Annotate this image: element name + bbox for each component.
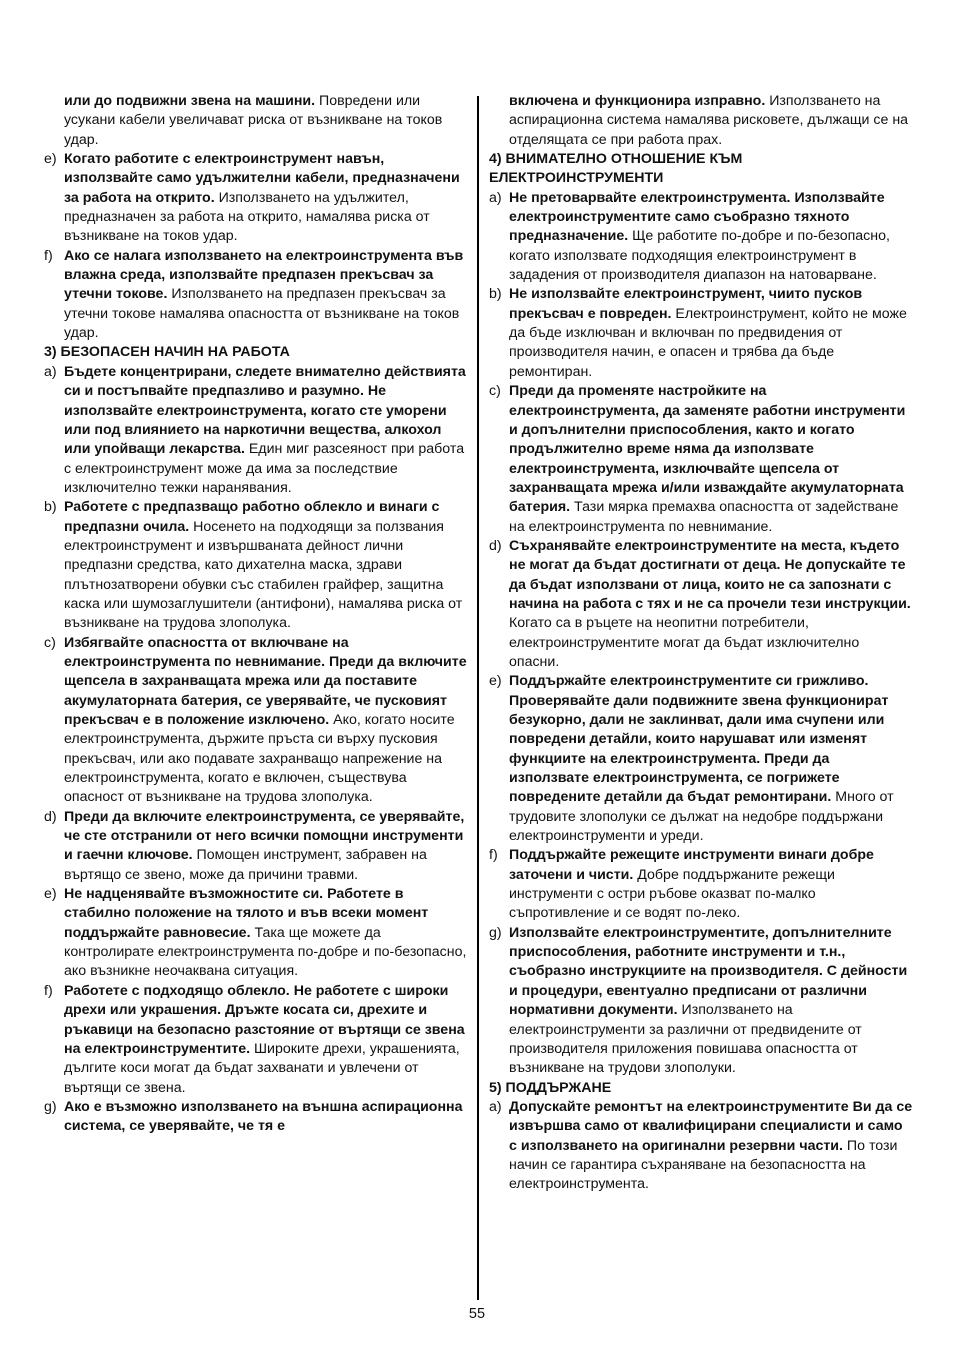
explanation-text: Носенето на подходящи за ползвания електроинструмент и извършваната дейност лични предпазни средства, като дихателна маска, здрави плътнозатворени обувки със стабилен грайфер, защитна каска или шумозаглушители (антифони), намалява риска от възникване на трудова злополука. — [64, 518, 463, 632]
bold-instruction: Допускайте ремонтът на електроинструментите Ви да се извършва само от квалифицирани специалисти и само с използването на оригинални резервни части. — [509, 1098, 913, 1154]
bold-instruction: Избягвайте опасността от включване на електроинструмента по невнимание. Преди да включите щепсела в захранващата мрежа или да поставите акумулаторната батерия, се уверявайте, че пусковият прекъсвач е в положение изключено. — [64, 634, 467, 728]
explanation-text: Ще работите по-добре и по-безопасно, когато използвате подходящия електроинструмент в зададения от производителя диапазон на натоварване. — [509, 228, 890, 284]
list-marker: g) — [44, 1098, 57, 1115]
list-marker: d) — [44, 808, 57, 825]
list-marker: a) — [489, 1098, 502, 1115]
bold-instruction: Ако е възможно използването на външна аспирационна система, се уверявайте, че тя е — [64, 1098, 463, 1135]
page-number: 55 — [468, 1306, 486, 1322]
explanation-text: Така ще можете да контролирате електроинструмента по-добре и по-безопасно, ако възникне неочаквана ситуация. — [64, 924, 467, 980]
explanation-text: Широките дрехи, украшенията, дългите коси могат да бъдат захванати и увлечени от въртящи се звена. — [64, 1040, 460, 1096]
list-marker: d) — [489, 537, 502, 554]
bold-instruction: или до подвижни звена на машини. — [64, 93, 316, 109]
column-divider — [477, 96, 479, 1300]
list-item — [44, 808, 468, 885]
list-marker: e) — [44, 151, 57, 168]
list-item — [489, 672, 913, 846]
left-column — [44, 92, 468, 1137]
explanation-text: По този начин се гарантира съхраняване на безопасността на електроинструмента. — [509, 1137, 898, 1193]
list-marker: c) — [44, 634, 56, 651]
list-item — [489, 382, 913, 537]
list-item — [44, 150, 468, 247]
list-item — [44, 1098, 468, 1137]
explanation-text: Когато са в ръцете на неопитни потребители, електроинструментите могат да бъдат изключително опасни. — [509, 615, 860, 670]
list-marker: b) — [489, 286, 502, 303]
list-item — [44, 498, 468, 633]
bold-instruction: Работете с предпазващо работно облекло и винаги с предпазни очила. — [64, 499, 440, 535]
continuation-paragraph — [44, 92, 468, 150]
explanation-text: Повредени или усукани кабели увеличават риска от възникване на токов удар. — [64, 93, 443, 148]
list-marker: e) — [44, 886, 57, 903]
bold-instruction: Работете с подходящо облекло. Не работете с широки дрехи или украшения. Дръжте косата си, дрехите и ръкавици на безопасно разстояние от въртящи се звена на електроинструментите. — [64, 982, 465, 1057]
list-item — [44, 982, 468, 1098]
continuation-paragraph — [489, 92, 913, 150]
bold-instruction: Преди да променяте настройките на електроинструмента, да заменяте работни инструменти и допълнителни приспособления, както и когато продължително време няма да използвате електроинструмента, изключвайте щепсела от захранващата мрежа и/или изваждайте акумулаторната батерия. — [509, 383, 906, 516]
list-marker: f) — [489, 847, 498, 864]
explanation-text: Помощен инструмент, забравен на въртящо се звено, може да причини травми. — [64, 847, 427, 883]
list-item — [44, 363, 468, 498]
explanation-text: Използването на удължител, предназначен за работа на открито, намалява риска от възникване на токов удар. — [64, 189, 430, 245]
section-heading: 4) ВНИМАТЕЛНО ОТНОШЕНИЕ КЪМ ЕЛЕКТРОИНСТРУМЕНТИ — [489, 151, 743, 187]
bold-instruction: Преди да включите електроинструмента, се уверявайте, че сте отстранили от него всички помощни инструменти и гаечни ключове. — [64, 808, 465, 864]
list-item — [489, 537, 913, 672]
list-item — [489, 846, 913, 923]
list-marker: f) — [44, 247, 53, 264]
bold-instruction: Когато работите с електроинструмент навън, използвайте само удължителни кабели, предназначени за работа на открито. — [64, 151, 460, 206]
list-marker: a) — [44, 363, 57, 380]
explanation-text: Използването на аспирационна система намалява рисковете, дължащи се на отделящата се при работа прах. — [509, 93, 909, 148]
explanation-text: Добре поддържаните режещи инструменти с остри ръбове оказват по-малко съпротивление и се водят по-леко. — [509, 866, 835, 922]
list-item — [44, 885, 468, 982]
explanation-text: Тази мярка премахва опасността от задействане на електроинструмента по невнимание. — [509, 499, 899, 535]
section-heading: 3) БЕЗОПАСЕН НАЧИН НА РАБОТА — [44, 344, 290, 361]
bold-instruction: Поддържайте електроинструментите си грижливо. Проверявайте дали подвижните звена функционират безукорно, дали не заклинват, дали има счупени или повредени детайли, които нарушават или изменят функциите на електроинструмента. Преди да използвате електроинструмента, се погрижете повредените детайли да бъдат ремонтирани. — [509, 673, 889, 806]
bold-instruction: включена и функционира изправно. — [509, 93, 766, 109]
list-marker: c) — [489, 383, 501, 400]
explanation-text: Електроинструмент, който не може да бъде изключван и включван по предвидения от производителя начин, е опасен и трябва да бъде ремонтиран. — [509, 305, 907, 380]
list-item — [489, 1098, 913, 1195]
explanation-text: Използването на електроинструменти за различни от предвидените от производителя приложения повишава опасността от възникване на трудови злополуки. — [509, 1002, 862, 1077]
list-item — [489, 924, 913, 1079]
list-item — [489, 285, 913, 382]
bold-instruction: Бъдете концентрирани, следете внимателно действията си и постъпвайте предпазливо и разумно. Не използвайте електроинструмента, когато сте уморени или под влиянието на наркотични вещества, алкохол или упойващи лекарства. — [64, 363, 466, 458]
explanation-text: Ако, когато носите електроинструмента, държите пръста си върху пусковия прекъсвач, или ако подавате захранващо напрежение на електроинструмента, когато е включен, съществува опасност от възникване на трудова злополука. — [64, 712, 455, 806]
bold-instruction: Не използвайте електроинструмент, чиито пусков прекъсвач е повреден. — [509, 286, 863, 322]
list-item — [44, 634, 468, 808]
bold-instruction: Съхранявайте електроинструментите на места, където не могат да бъдат достигнати от деца. Не допускайте те да бъдат използвани от лица, които не са запознати с начина на работа с тях и не са прочели тези инструкции. — [509, 537, 911, 612]
bold-instruction: Използвайте електроинструментите, допълнителните приспособления, работните инструменти и т.н., съобразно инструкциите на производителя. С дейности и процедури, евентуално предписани от различни нормативни документи. — [509, 924, 908, 1019]
explanation-text: Много от трудовите злополуки се дължат на недобре поддържани електроинструменти и уреди. — [509, 789, 894, 845]
bold-instruction: Не надценявайте възможностите си. Работете в стабилно положение на тялото и във всеки момент поддържайте равновесие. — [64, 886, 429, 941]
bold-instruction: Поддържайте режещите инструменти винаги добре заточени и чисти. — [509, 847, 874, 883]
right-column — [489, 92, 913, 1195]
list-marker: b) — [44, 499, 57, 516]
section-heading: 5) ПОДДЪРЖАНЕ — [489, 1079, 612, 1096]
bold-instruction: Ако се налага използването на електроинструмента във влажна среда, използвайте предпазен прекъсвач за утечни токове. — [64, 247, 464, 303]
explanation-text: Един миг разсеяност при работа с електроинструмент може да има за последствие изключително тежки наранявания. — [64, 441, 465, 496]
list-item — [44, 247, 468, 344]
list-item — [489, 189, 913, 286]
list-marker: f) — [44, 982, 53, 999]
explanation-text: Използването на предпазен прекъсвач за утечни токове намалява опасността от възникване на токов удар. — [64, 286, 460, 342]
list-marker: e) — [489, 673, 502, 690]
list-marker: a) — [489, 189, 502, 206]
bold-instruction: Не претоварвайте електроинструмента. Използвайте електроинструментите само съобразно тяхното предназначение. — [509, 189, 885, 245]
list-marker: g) — [489, 924, 502, 941]
